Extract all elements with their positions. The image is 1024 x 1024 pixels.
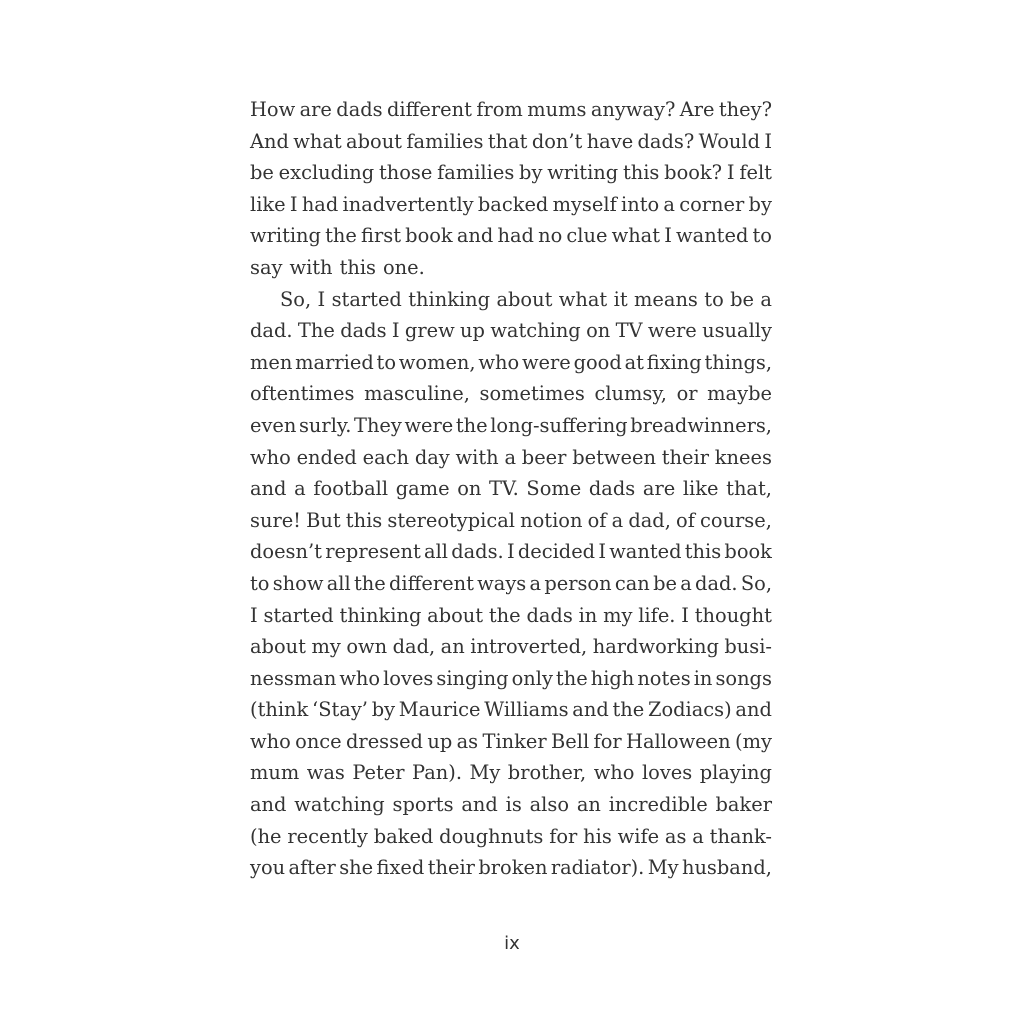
page-number: ix [504,933,520,954]
text-line: doesn’t represent all dads. I decided I wanted this book [250,540,772,564]
text-line: and watching sports and is also an incredible baker [250,793,772,817]
text-line: writing the first book and had no clue what I wanted to [250,224,772,248]
text-line: (he recently baked doughnuts for his wife as a thank- [250,824,772,848]
text-line: sure! But this stereotypical notion of a dad, of course, [250,508,772,532]
text-line: say with this one. [250,255,425,279]
text-line: you after she fixed their broken radiator). My husband, [250,856,772,880]
paragraph [250,284,772,884]
body-text [250,94,772,884]
text-line: even surly. They were the long-suffering breadwinners, [250,413,772,437]
text-line: nessman who loves singing only the high notes in songs [250,666,772,690]
text-line: like I had inadvertently backed myself into a corner by [250,192,772,216]
text-line: mum was Peter Pan). My brother, who loves playing [250,761,772,785]
text-line: oftentimes masculine, sometimes clumsy, or maybe [250,382,772,406]
text-line: to show all the different ways a person can be a dad. So, [250,571,772,595]
text-line: who ended each day with a beer between their knees [250,445,772,469]
text-line: be excluding those families by writing this book? I felt [250,161,772,185]
text-line: I started thinking about the dads in my life. I thought [250,603,772,627]
text-line: about my own dad, an introverted, hardworking busi- [250,635,772,659]
text-line: And what about families that don’t have dads? Would I [250,129,772,153]
text-line: dad. The dads I grew up watching on TV were usually [250,319,772,343]
text-line: How are dads different from mums anyway? Are they? [250,98,772,121]
text-line: who once dressed up as Tinker Bell for Halloween (my [250,729,772,753]
text-line: (think ‘Stay’ by Maurice Williams and the Zodiacs) and [250,698,772,722]
paragraph [250,94,772,284]
text-line: So, I started thinking about what it means to be a [280,287,772,311]
text-line: men married to women, who were good at fixing things, [250,350,772,374]
text-line: and a football game on TV. Some dads are like that, [250,477,772,501]
